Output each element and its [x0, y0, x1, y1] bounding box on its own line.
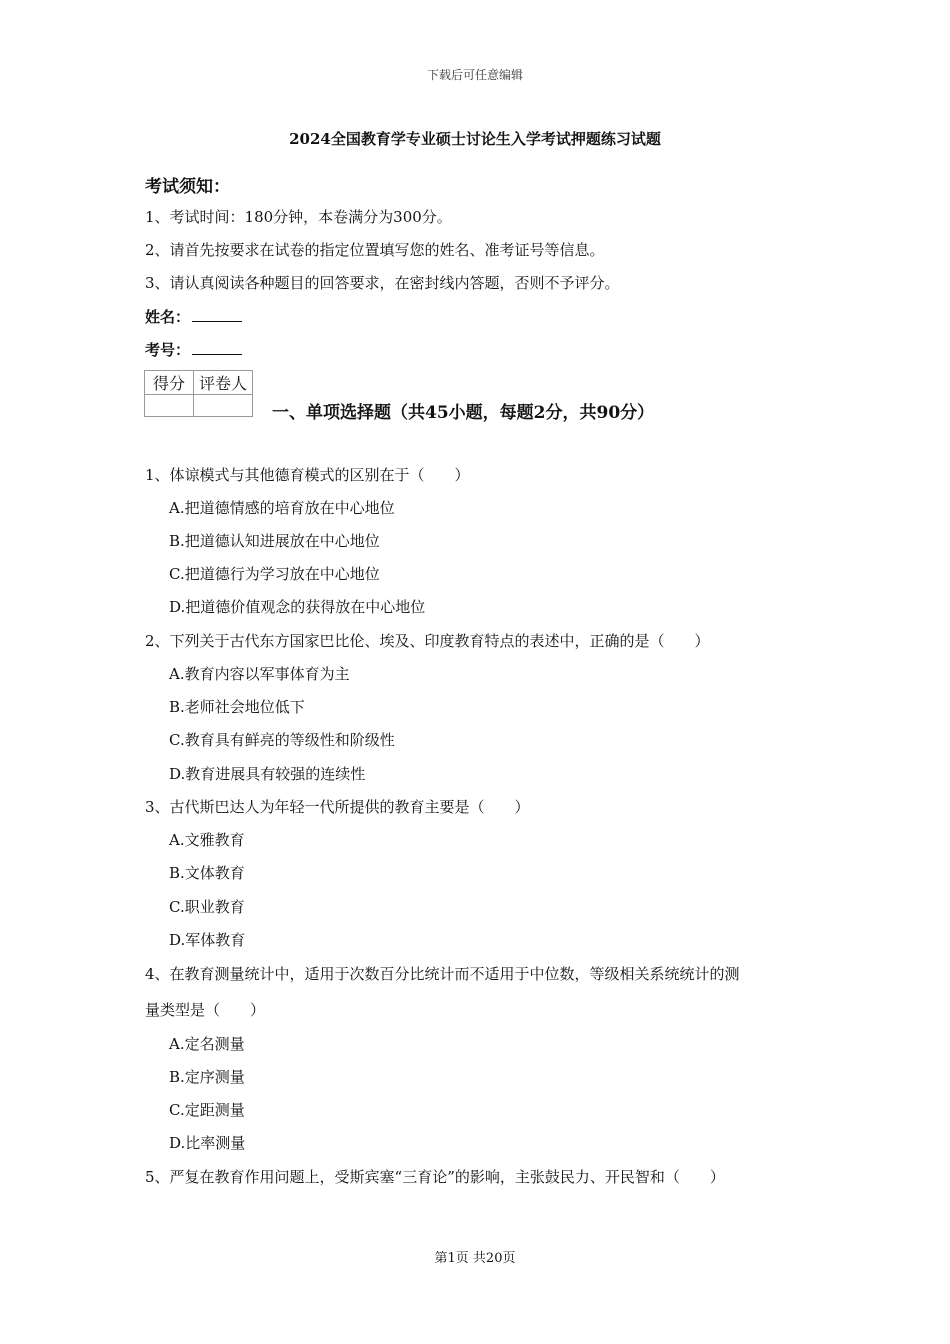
question-option: A.文雅教育 — [169, 831, 245, 849]
score-table — [144, 370, 253, 417]
score-header: 得分 — [145, 371, 194, 395]
question-option: C.定距测量 — [169, 1101, 245, 1119]
name-blank — [192, 307, 242, 322]
page-footer: 第1页 共20页 — [434, 1251, 516, 1266]
question-stem: 4、在教育测量统计中，适用于次数百分比统计而不适用于中位数，等级相关系统统计的测 — [145, 965, 740, 983]
question-option: B.把道德认知进展放在中心地位 — [169, 532, 380, 550]
question-stem: 5、严复在教育作用问题上，受斯宾塞“三育论”的影响，主张鼓民力、开民智和（ ） — [145, 1168, 725, 1186]
exam-number-field — [145, 340, 242, 360]
question-option: B.文体教育 — [169, 864, 245, 882]
exam-number-blank — [192, 340, 242, 355]
question-option: C.教育具有鲜亮的等级性和阶级性 — [169, 731, 395, 749]
grader-cell — [194, 395, 253, 417]
question-stem: 1、体谅模式与其他德育模式的区别在于（ ） — [145, 466, 470, 484]
question-option: C.把道德行为学习放在中心地位 — [169, 565, 380, 583]
question-option: D.军体教育 — [169, 931, 246, 949]
name-field — [145, 307, 242, 327]
question-option: A.把道德情感的培育放在中心地位 — [169, 499, 395, 517]
grader-header: 评卷人 — [194, 371, 253, 395]
notice-item: 3、请认真阅读各种题目的回答要求，在密封线内答题，否则不予评分。 — [145, 274, 620, 292]
question-option: D.比率测量 — [169, 1134, 246, 1152]
question-option: B.老师社会地位低下 — [169, 698, 305, 716]
question-option: A.教育内容以军事体育为主 — [169, 665, 350, 683]
name-label: 姓名： — [145, 308, 191, 326]
notice-item: 2、请首先按要求在试卷的指定位置填写您的姓名、准考证号等信息。 — [145, 241, 605, 259]
header-note: 下载后可任意编辑 — [426, 68, 523, 82]
exam-number-label: 考号： — [145, 341, 191, 359]
question-option: D.把道德价值观念的获得放在中心地位 — [169, 598, 426, 616]
question-option: D.教育进展具有较强的连续性 — [169, 765, 366, 783]
notice-heading: 考试须知： — [145, 177, 230, 197]
question-stem-continued: 量类型是（ ） — [145, 1001, 266, 1019]
section-title: 一、单项选择题（共45小题，每题2分，共90分） — [272, 403, 655, 423]
document-title: 2024全国教育学专业硕士讨论生入学考试押题练习试题 — [289, 130, 661, 148]
score-cell — [145, 395, 194, 417]
notice-item: 1、考试时间：180分钟，本卷满分为300分。 — [145, 208, 452, 226]
question-option: B.定序测量 — [169, 1068, 245, 1086]
question-option: C.职业教育 — [169, 898, 245, 916]
question-stem: 3、古代斯巴达人为年轻一代所提供的教育主要是（ ） — [145, 798, 530, 816]
question-option: A.定名测量 — [169, 1035, 245, 1053]
question-stem: 2、下列关于古代东方国家巴比伦、埃及、印度教育特点的表述中，正确的是（ ） — [145, 632, 710, 650]
